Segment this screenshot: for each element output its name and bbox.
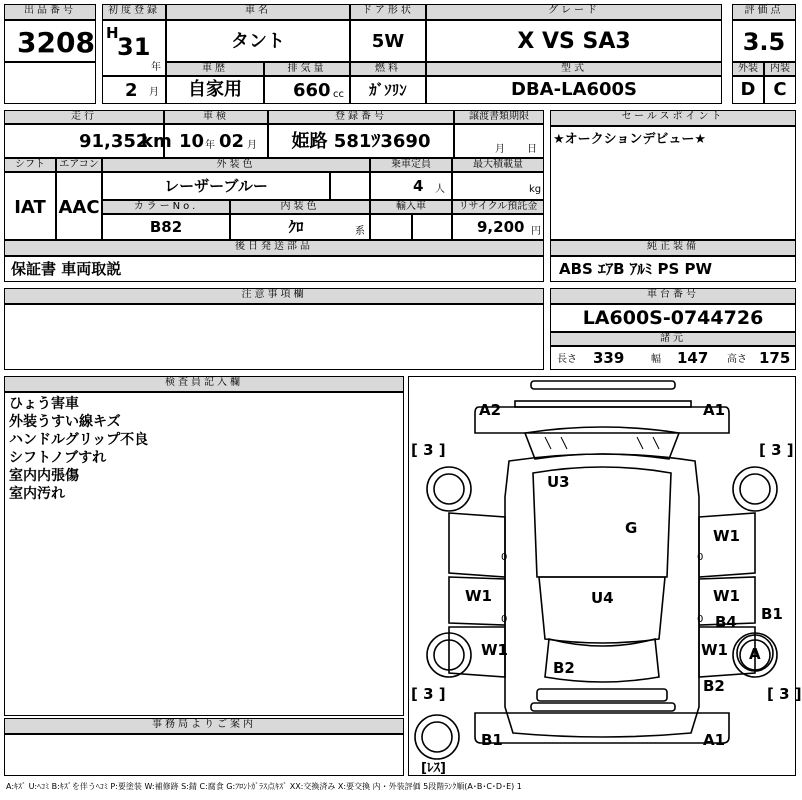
ac-box [56,172,102,240]
score-label: 評価点 [732,4,796,20]
history: 自家用 [188,79,242,100]
later-parts-box [4,256,544,282]
grade: X VS SA3 [517,29,631,54]
inspector-line-2: 外装うすい線キズ [9,414,121,430]
exterior-label: 外装 [732,62,764,76]
era: H [106,24,119,42]
exterior-box [732,76,764,104]
year-unit: 年 [151,62,161,73]
displacement-label: 排気量 [264,62,350,76]
mark-u3: U3 [547,473,570,491]
office-box [4,734,404,776]
mark-b1-right: B1 [761,605,783,623]
mark-w1-rr: W1 [701,641,728,659]
specs-label: 諸元 [550,332,796,346]
interior-box [764,76,796,104]
mark-w1-lm: W1 [465,587,492,605]
sales-point: ★オークションデビュー★ [553,132,707,147]
first-reg-box [102,20,166,76]
mileage-unit: km [141,131,172,152]
max-load-box [452,172,544,200]
mileage-label: 走行 [4,110,164,124]
int-color-label: 内装色 [230,200,370,214]
displacement-unit: cc [333,89,344,100]
transfer-month-unit: 月 [495,144,505,155]
inspection-month-unit: 月 [247,140,257,151]
transfer-label: 譲渡書類期限 [454,110,544,124]
fuel: ｶﾞｿﾘﾝ [369,81,407,99]
right-front-panel [699,513,755,577]
reg-no-label: 登録番号 [268,110,454,124]
lot-no-box [4,20,96,62]
tire-tl-score: [ 3 ] [411,441,446,459]
first-reg-year: 31 [117,33,151,61]
tire-br-score: [ 3 ] [767,685,802,703]
ext-color-label: 外装色 [102,158,370,172]
lot-no: 3208 [17,26,95,59]
specs-box [550,346,796,370]
sales-point-box [550,126,796,240]
car-name: タント [231,31,285,52]
fuel-box [350,76,426,104]
import-label: 輸入車 [370,200,452,214]
mileage-box [4,124,172,158]
inspection-label: 車検 [164,110,268,124]
door-box [350,20,426,62]
later-parts: 保証書 車両取説 [11,260,122,278]
mileage: 91,352 [79,131,149,152]
reg-no-box [268,124,454,158]
capacity-box [370,172,452,200]
color-no-label: カラーNo. [102,200,230,214]
score: 3.5 [742,28,786,56]
max-load-unit: kg [529,184,542,195]
grade-box [426,20,722,62]
front-grille [515,401,691,407]
history-label: 車歴 [166,62,264,76]
left-front-panel [449,513,508,577]
equipment: ABS ｴｱB ｱﾙﾐ PS PW [559,260,713,278]
zero-right-1: 0 [697,552,704,563]
chassis-label: 車台番号 [550,288,796,304]
interior-grade: C [773,79,787,100]
recycle-label: リサイクル預託金 [452,200,544,214]
capacity: 4 [413,177,424,195]
color-no-box [102,214,230,240]
mark-w1-rf: W1 [713,527,740,545]
door: 5W [371,31,405,52]
int-color-box [230,214,370,240]
inspection-year-unit: 年 [205,140,215,151]
mark-b2-side: B2 [703,677,725,695]
ac: AAC [58,197,100,218]
mark-u4: U4 [591,589,614,607]
ext-color-extra-box [330,172,370,200]
inspector-label: 検査員記入欄 [4,376,404,392]
mark-a1-bottom: A1 [703,731,726,749]
lot-blank-box [4,62,96,104]
equipment-label: 純正装備 [550,240,796,256]
mark-w1-lr: W1 [481,641,508,659]
mark-a1-top: A1 [703,401,726,419]
car-outline-svg [409,377,795,775]
spare-label: [ﾚｽ] [421,761,446,776]
front-top-bar [531,381,675,389]
tire-bl-score: [ 3 ] [411,685,446,703]
zero-right-2: 0 [697,614,704,625]
legend: A:ｷｽﾞ U:ﾍｺﾐ B:ｷｽﾞを伴うﾍｺﾐ P:要塗装 W:補修跡 S:錆 C:腐食 G:ﾌﾛﾝﾄｶﾞﾗｽ点ｷｽﾞ XX:交換済み X:要交換 内・外装評価 5段階ﾗﾝｸ順(A･B･C･D･E) 1 [6,782,522,791]
inspector-line-3: ハンドルグリップ不良 [9,432,149,448]
windshield-stripes [545,437,659,449]
exterior-grade: D [740,79,756,100]
mark-g: G [625,519,638,537]
inspection-year: 10 [179,131,205,152]
shift-label: シフト [4,158,56,172]
shift: IAT [14,197,46,218]
import-box-b [412,214,452,240]
inspection-box [164,124,268,158]
rear-bumper-bar [537,689,667,701]
first-reg-month-box [102,76,166,104]
mark-b4: B4 [715,613,737,631]
import-box-a [370,214,412,240]
rear-top-bar [531,703,675,711]
recycle-unit: 円 [531,226,541,237]
model-box [426,76,722,104]
height: 175 [759,349,791,367]
chassis-box [550,304,796,332]
damage-diagram [408,376,802,776]
interior-label: 内装 [764,62,796,76]
zero-left-1: 0 [501,552,508,563]
ext-color-box [102,172,330,200]
month-unit: 月 [149,87,159,98]
width: 147 [677,349,709,367]
capacity-unit: 人 [435,184,445,195]
int-color: ｸﾛ [288,218,304,236]
reg-no: 姫路 581ﾂ3690 [291,131,431,152]
inspector-line-4: シフトノブすれ [9,450,107,466]
mark-a-circle: A [749,645,761,663]
displacement: 660 [293,80,331,101]
capacity-label: 乗車定員 [370,158,452,172]
history-box [166,76,264,104]
length: 339 [593,349,625,367]
equipment-box [550,256,796,282]
height-label: 高さ [727,354,747,365]
recycle: 9,200 [477,218,525,236]
car-name-label: 車名 [166,4,350,20]
mark-b2-rear: B2 [553,659,575,677]
notes-box [4,304,544,370]
length-label: 長さ [557,354,577,365]
inspector-box [4,392,404,716]
notes-label: 注意事項欄 [4,288,544,304]
mark-a2: A2 [479,401,502,419]
max-load-label: 最大積載量 [452,158,544,172]
zero-left-2: 0 [501,614,508,625]
inspector-line-6: 室内汚れ [9,486,65,502]
width-label: 幅 [651,354,661,365]
inspector-line-5: 室内内張傷 [9,468,79,484]
shift-box [4,172,56,240]
ext-color: レーザーブルー [164,177,268,195]
ac-label: エアコン [56,158,102,172]
fuel-label: 燃料 [350,62,426,76]
door-label: ドア形状 [350,4,426,20]
first-reg-month: 2 [125,80,138,101]
mark-w1-rm: W1 [713,587,740,605]
score-box [732,20,796,62]
mark-b1-bottom: B1 [481,731,503,749]
first-reg-label: 初度登録 [102,4,166,20]
grade-label: グレード [426,4,722,20]
chassis-no: LA600S-0744726 [582,307,764,329]
later-parts-label: 後日発送部品 [4,240,544,256]
color-no: B82 [149,218,183,236]
model-label: 型式 [426,62,722,76]
cabin-floor [539,577,665,643]
recycle-box [452,214,544,240]
car-name-box [166,20,350,62]
transfer-day-unit: 日 [527,144,537,155]
sales-point-label: セールスポイント [550,110,796,126]
office-label: 事務局よりご案内 [4,718,404,734]
inspector-line-1: ひょう害車 [9,396,79,412]
rear-bumper [475,713,729,743]
int-color-unit: 系 [355,226,365,237]
model: DBA-LA600S [511,79,637,100]
transfer-box [454,124,544,158]
inspection-month: 02 [219,131,245,152]
tire-tr-score: [ 3 ] [759,441,794,459]
displacement-box [264,76,350,104]
lot-no-label: 出品番号 [4,4,96,20]
front-bumper [475,407,729,433]
